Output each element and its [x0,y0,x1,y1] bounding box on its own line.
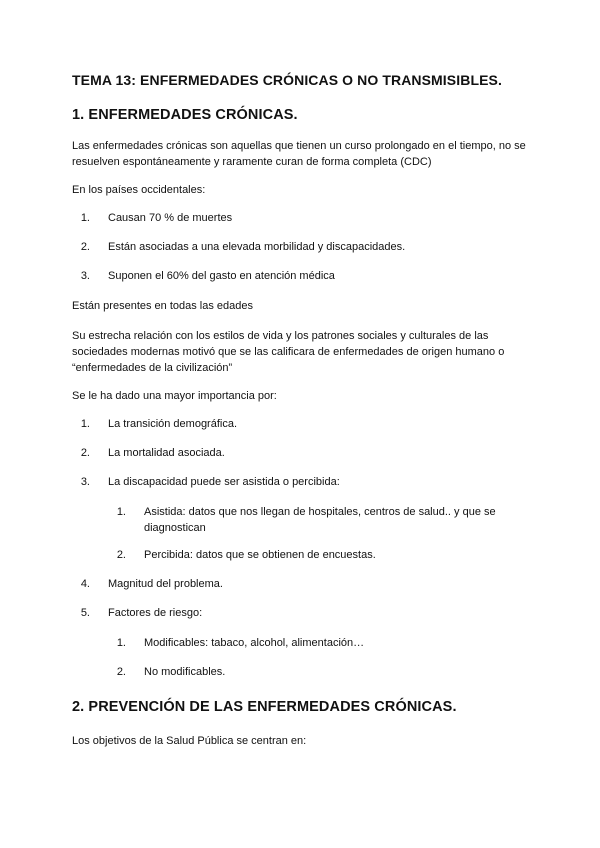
list-item-number: 3. [80,270,90,282]
list-item-number: 1. [80,418,90,430]
list-item-text: Percibida: datos que se obtienen de encuestas. [144,549,376,561]
list-item-number: 2. [116,549,126,561]
list-item-text: Están asociadas a una elevada morbilidad y discapacidades. [108,241,406,253]
list-item-number: 1. [116,506,126,518]
list-item-text: La mortalidad asociada. [108,447,225,459]
list-item-number: 2. [80,447,90,459]
sub-list-item [108,635,528,651]
list-item-number: 2. [80,241,90,253]
list-item-text: Causan 70 % de muertes [108,212,233,224]
sub-list-item [108,664,528,680]
list-item-text: La discapacidad puede ser asistida o percibida: [108,476,340,488]
list-item-number: 5. [80,607,90,619]
list-item [72,445,532,461]
section-2-intro-paragraph: Los objetivos de la Salud Pública se centran en: [72,735,307,747]
list-item [72,605,532,621]
list-item-number: 2. [116,666,126,678]
sub-list-item [108,504,528,536]
list-item [72,239,532,255]
list-item-text: Factores de riesgo: [108,607,203,619]
list-item-number: 1. [80,212,90,224]
list-item-text: No modificables. [144,666,226,678]
list-item-number: 1. [116,637,126,649]
importance-label: Se le ha dado una mayor importancia por: [72,390,277,402]
section-2-heading: 2. PREVENCIÓN DE LAS ENFERMEDADES CRÓNICAS. [72,699,457,715]
list-item-number: 3. [80,476,90,488]
list-item-text: Asistida: datos que nos llegan de hospitales, centros de salud.. y que se diagnostican [144,506,496,534]
list-item-text: La transición demográfica. [108,418,238,430]
sub-list-item [108,547,528,563]
section-1-heading: 1. ENFERMEDADES CRÓNICAS. [72,107,298,123]
document-title: TEMA 13: ENFERMEDADES CRÓNICAS O NO TRANSMISIBLES. [72,72,502,88]
western-countries-label: En los países occidentales: [72,184,206,196]
list-item-text: Suponen el 60% del gasto en atención médica [108,270,335,282]
list-item [72,576,532,592]
list-item [72,268,532,284]
list-item [72,474,532,490]
list-item-text: Magnitud del problema. [108,578,223,590]
list-item [72,210,532,226]
list-item-number: 4. [80,578,90,590]
list-item-text: Modificables: tabaco, alcohol, alimentación… [144,637,365,649]
list-item [72,416,532,432]
civilization-paragraph: Su estrecha relación con los estilos de vida y los patrones sociales y culturales de las sociedades modernas motivó que se las calificara de enfermedades de origen humano o “enfermedades de la civilización” [72,330,505,374]
section-1-intro-paragraph: Las enfermedades crónicas son aquellas que tienen un curso prolongado en el tiempo, no se resuelven espontáneamente y raramente curan de forma completa (CDC) [72,140,526,168]
all-ages-paragraph: Están presentes en todas las edades [72,300,254,312]
